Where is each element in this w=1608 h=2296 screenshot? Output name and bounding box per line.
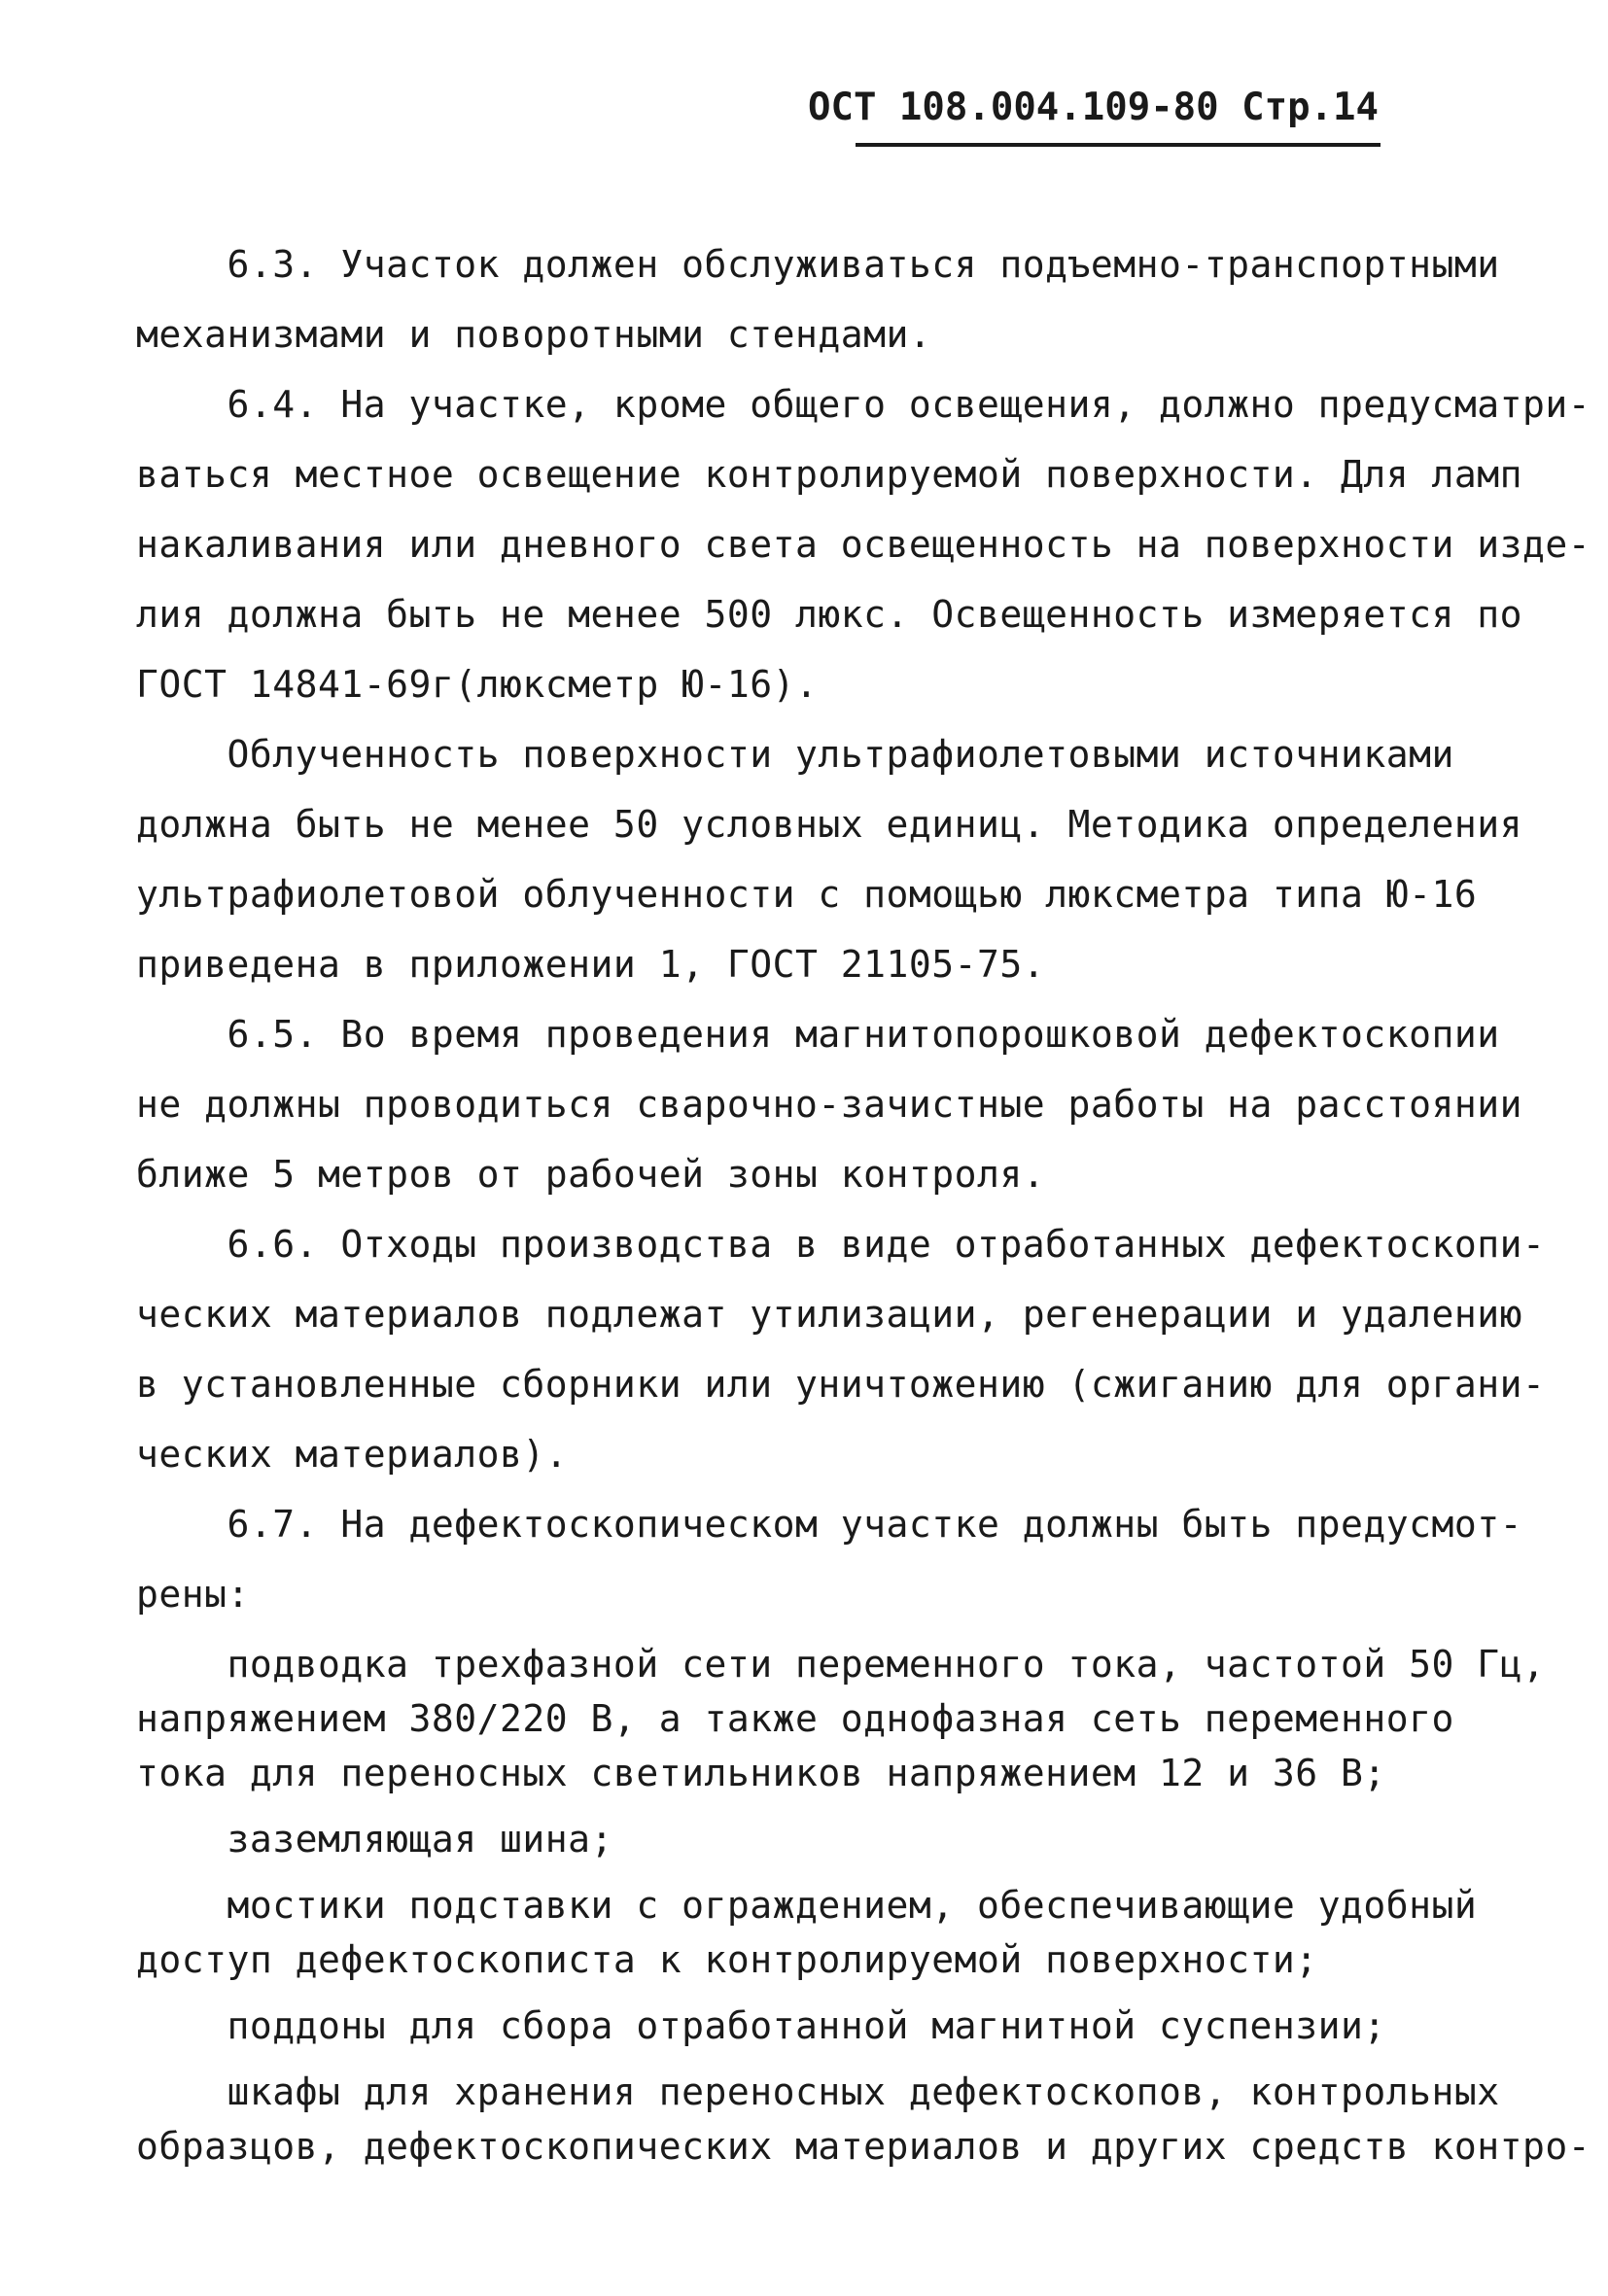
text-line: тока для переносных светильников напряжением 12 и 36 В; xyxy=(136,1752,1386,1794)
text-line: поддоны для сбора отработанной магнитной суспензии; xyxy=(136,2004,1386,2047)
text-line: подводка трехфазной сети переменного тока, частотой 50 Гц, xyxy=(136,1643,1546,1686)
header-underline xyxy=(856,143,1381,147)
text-line: 6.4. На участке, кроме общего освещения, должно предусматри- xyxy=(136,383,1591,426)
text-line: рены: xyxy=(136,1573,250,1616)
text-line: не должны проводиться сварочно-зачистные работы на расстоянии xyxy=(136,1083,1523,1126)
text-line: приведена в приложении 1, ГОСТ 21105-75. xyxy=(136,943,1046,986)
text-line: заземляющая шина; xyxy=(136,1818,613,1861)
text-line: ваться местное освещение контролируемой поверхности. Для ламп xyxy=(136,453,1523,496)
text-line: напряжением 380/220 В, а также однофазная сеть переменного xyxy=(136,1697,1454,1740)
text-line: ческих материалов). xyxy=(136,1433,569,1476)
text-line: ческих материалов подлежат утилизации, регенерации и удалению xyxy=(136,1293,1523,1336)
page-header: ОСТ 108.004.109-80 Стр.14 xyxy=(808,86,1379,129)
text-line: лия должна быть не менее 500 люкс. Освещенность измеряется по xyxy=(136,593,1523,636)
text-line: ГОСТ 14841-69г(люксметр Ю-16). xyxy=(136,663,819,706)
text-line: в установленные сборники или уничтожению (сжиганию для органи- xyxy=(136,1363,1546,1406)
text-line: Облученность поверхности ультрафиолетовыми источниками xyxy=(136,733,1454,776)
text-line: должна быть не менее 50 условных единиц. Методика определения xyxy=(136,803,1523,846)
text-line: ультрафиолетовой облученности с помощью люксметра типа Ю-16 xyxy=(136,873,1478,916)
text-line: мостики подставки с ограждением, обеспечивающие удобный xyxy=(136,1884,1478,1927)
text-line: доступ дефектоскописта к контролируемой поверхности; xyxy=(136,1938,1318,1981)
text-line: ближе 5 метров от рабочей зоны контроля. xyxy=(136,1153,1046,1196)
text-line: механизмами и поворотными стендами. xyxy=(136,313,932,356)
text-line: 6.7. На дефектоскопическом участке должны быть предусмот- xyxy=(136,1503,1523,1546)
text-line: образцов, дефектоскопических материалов и других средств контро- xyxy=(136,2125,1591,2168)
text-line: шкафы для хранения переносных дефектоскопов, контрольных xyxy=(136,2070,1500,2113)
text-line: 6.3. Участок должен обслуживаться подъемно-транспортными xyxy=(136,243,1500,286)
text-line: накаливания или дневного света освещенность на поверхности изде- xyxy=(136,523,1591,566)
text-line: 6.6. Отходы производства в виде отработанных дефектоскопи- xyxy=(136,1223,1546,1266)
text-line: 6.5. Во время проведения магнитопорошковой дефектоскопии xyxy=(136,1013,1500,1056)
